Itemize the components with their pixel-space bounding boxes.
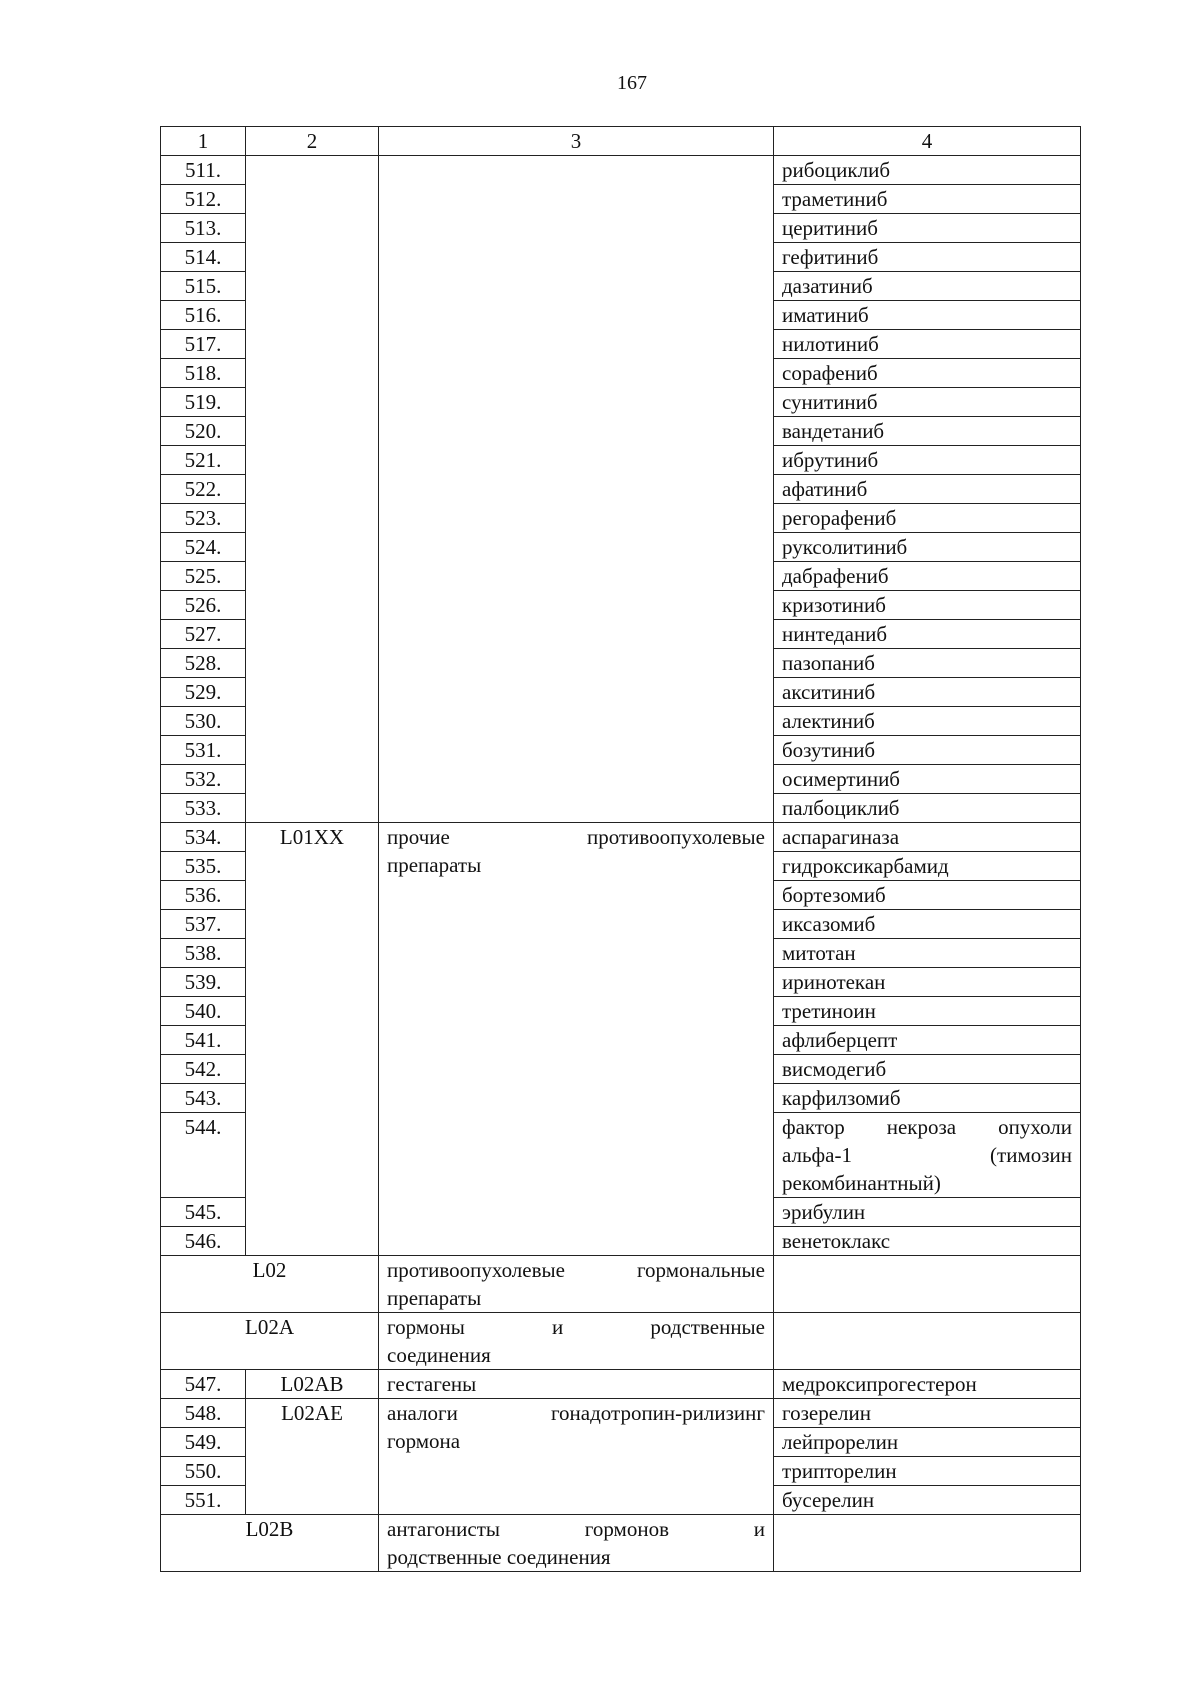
row-number: 528. <box>161 649 246 678</box>
row-number: 531. <box>161 736 246 765</box>
group-code: L02A <box>161 1313 379 1370</box>
drug-name: иматиниб <box>774 301 1081 330</box>
row-number: 526. <box>161 591 246 620</box>
drug-name: третиноин <box>774 997 1081 1026</box>
drug-name: митотан <box>774 939 1081 968</box>
row-number: 511. <box>161 156 246 185</box>
table-row <box>161 1399 1081 1428</box>
row-number: 547. <box>161 1370 246 1399</box>
row-number: 550. <box>161 1457 246 1486</box>
group-code: L02 <box>161 1256 379 1313</box>
row-number: 533. <box>161 794 246 823</box>
group-description-line-1-word-3: родственные <box>650 1315 765 1339</box>
header-row <box>161 127 1081 156</box>
atc-code: L01XX <box>246 823 379 1256</box>
header-col-2: 2 <box>246 127 379 156</box>
drug-name: гидроксикарбамид <box>774 852 1081 881</box>
row-number: 545. <box>161 1198 246 1227</box>
drug-name: трипторелин <box>774 1457 1081 1486</box>
group-description-line-2: препараты <box>387 853 482 877</box>
drug-name: руксолитиниб <box>774 533 1081 562</box>
row-number: 514. <box>161 243 246 272</box>
drug-name: акситиниб <box>774 678 1081 707</box>
header-col-1: 1 <box>161 127 246 156</box>
row-number: 548. <box>161 1399 246 1428</box>
row-number: 535. <box>161 852 246 881</box>
drug-name: рибоциклиб <box>774 156 1081 185</box>
group-description-line-1-word-2: противоопухолевые <box>587 825 765 849</box>
drug-name: карфилзомиб <box>774 1084 1081 1113</box>
group-description <box>379 1313 774 1370</box>
row-number: 518. <box>161 359 246 388</box>
row-number: 521. <box>161 446 246 475</box>
drug-name: гефитиниб <box>774 243 1081 272</box>
drug-name-empty <box>774 1256 1081 1313</box>
atc-code: L02AE <box>246 1399 379 1515</box>
group-description: гестагены <box>379 1370 774 1399</box>
row-number: 538. <box>161 939 246 968</box>
group-description-line-1 <box>387 1515 765 1543</box>
drug-name: гозерелин <box>774 1399 1081 1428</box>
row-number: 516. <box>161 301 246 330</box>
row-number: 543. <box>161 1084 246 1113</box>
group-description-line-1-word-3: и <box>753 1517 765 1541</box>
table-row <box>161 1370 1081 1399</box>
row-number: 551. <box>161 1486 246 1515</box>
group-description-line-2: родственные соединения <box>387 1545 611 1569</box>
row-number: 520. <box>161 417 246 446</box>
description-cell-empty <box>379 156 774 823</box>
table-body <box>161 127 1081 1572</box>
drug-name: иксазомиб <box>774 910 1081 939</box>
drug-name: нинтеданиб <box>774 620 1081 649</box>
table-row <box>161 156 1081 185</box>
row-number: 532. <box>161 765 246 794</box>
row-number: 525. <box>161 562 246 591</box>
drug-table <box>160 126 1081 1572</box>
row-number: 513. <box>161 214 246 243</box>
group-description-line-1 <box>387 1399 765 1427</box>
row-number: 523. <box>161 504 246 533</box>
drug-name-empty <box>774 1515 1081 1572</box>
row-number: 537. <box>161 910 246 939</box>
row-number: 549. <box>161 1428 246 1457</box>
code-cell-empty <box>246 156 379 823</box>
drug-name: иринотекан <box>774 968 1081 997</box>
drug-name: ибрутиниб <box>774 446 1081 475</box>
group-description-line-1-word-1: прочие <box>387 825 450 849</box>
row-number: 515. <box>161 272 246 301</box>
group-description <box>379 1399 774 1515</box>
drug-name: нилотиниб <box>774 330 1081 359</box>
row-number: 540. <box>161 997 246 1026</box>
drug-name: пазопаниб <box>774 649 1081 678</box>
atc-code: L02AB <box>246 1370 379 1399</box>
row-number: 522. <box>161 475 246 504</box>
group-description-line-2: соединения <box>387 1343 491 1367</box>
drug-name: фактор некроза опухоли альфа-1 (тимозин рекомбинантный) <box>774 1113 1081 1198</box>
drug-name: вандетаниб <box>774 417 1081 446</box>
group-row-l02b <box>161 1515 1081 1572</box>
group-row-l02 <box>161 1256 1081 1313</box>
row-number: 517. <box>161 330 246 359</box>
drug-name: аспарагиназа <box>774 823 1081 852</box>
group-description-line-1-word-1: аналоги <box>387 1401 458 1425</box>
group-description-line-1-word-2: и <box>552 1315 564 1339</box>
group-description-line-1 <box>387 1313 765 1341</box>
row-number: 542. <box>161 1055 246 1084</box>
drug-name: висмодегиб <box>774 1055 1081 1084</box>
drug-name-empty <box>774 1313 1081 1370</box>
group-description-line-1-word-1: гормоны <box>387 1315 465 1339</box>
drug-name: венетоклакс <box>774 1227 1081 1256</box>
drug-name: палбоциклиб <box>774 794 1081 823</box>
row-number: 541. <box>161 1026 246 1055</box>
group-description <box>379 1515 774 1572</box>
group-description-line-2: гормона <box>387 1429 461 1453</box>
row-number: 536. <box>161 881 246 910</box>
drug-name: дазатиниб <box>774 272 1081 301</box>
row-number: 512. <box>161 185 246 214</box>
page-number: 167 <box>617 72 647 94</box>
row-number: 527. <box>161 620 246 649</box>
drug-name: алектиниб <box>774 707 1081 736</box>
drug-name: регорафениб <box>774 504 1081 533</box>
row-number: 544. <box>161 1113 246 1198</box>
group-row-l02a <box>161 1313 1081 1370</box>
row-number: 519. <box>161 388 246 417</box>
group-code: L02B <box>161 1515 379 1572</box>
drug-name: траметиниб <box>774 185 1081 214</box>
group-description-line-1 <box>387 823 765 851</box>
drug-name: афатиниб <box>774 475 1081 504</box>
row-number: 524. <box>161 533 246 562</box>
group-description: противоопухолевые гормональные препараты <box>379 1256 774 1313</box>
group-description-line-1-word-1: антагонисты <box>387 1517 500 1541</box>
drug-name: кризотиниб <box>774 591 1081 620</box>
drug-name: сунитиниб <box>774 388 1081 417</box>
drug-name: сорафениб <box>774 359 1081 388</box>
drug-name: лейпрорелин <box>774 1428 1081 1457</box>
row-number: 539. <box>161 968 246 997</box>
table-row <box>161 823 1081 852</box>
drug-name: дабрафениб <box>774 562 1081 591</box>
drug-name: бортезомиб <box>774 881 1081 910</box>
drug-name: медроксипрогестерон <box>774 1370 1081 1399</box>
header-col-3: 3 <box>379 127 774 156</box>
drug-name: эрибулин <box>774 1198 1081 1227</box>
row-number: 546. <box>161 1227 246 1256</box>
drug-name: бусерелин <box>774 1486 1081 1515</box>
drug-name: осимертиниб <box>774 765 1081 794</box>
drug-name: церитиниб <box>774 214 1081 243</box>
row-number: 530. <box>161 707 246 736</box>
header-col-4: 4 <box>774 127 1081 156</box>
row-number: 529. <box>161 678 246 707</box>
group-description-line-1-word-2: гонадотропин-рилизинг <box>550 1401 765 1425</box>
group-description-line-1-word-2: гормонов <box>584 1517 669 1541</box>
drug-name: афлиберцепт <box>774 1026 1081 1055</box>
drug-name: бозутиниб <box>774 736 1081 765</box>
group-description <box>379 823 774 1256</box>
row-number: 534. <box>161 823 246 852</box>
